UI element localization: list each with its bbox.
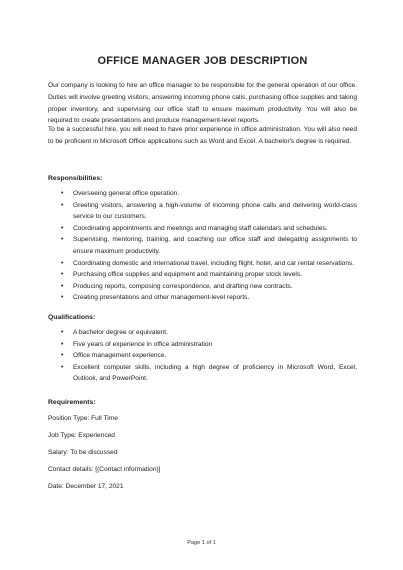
list-item: • Five years of experience in office administration (48, 339, 357, 351)
job-type: Job Type: Experienced (48, 432, 115, 439)
bullet-icon: • (61, 352, 64, 360)
bullet-icon: • (61, 259, 64, 267)
list-item: • Supervising, mentoring, training, and coaching our office staff and delegating assignments to ensure maximum productivity. (61, 236, 357, 255)
intro-paragraph-2: To be a successful hire, you will need to have prior experience in office administration. You will also need to be proficient in Microsoft Office applications such as Word and Excel. A bachelor's degree is required. (48, 126, 357, 145)
list-item: • Overseeing general office operation. (48, 188, 357, 200)
list-item: • Excellent computer skills, including a high degree of proficiency in Microsoft Word, Excel, Outlook, and PowerPoint. (61, 363, 357, 383)
list-item: • A bachelor degree or equivalent. (48, 327, 357, 339)
list-item: • Coordinating appointments and meetings and managing staff calendars and schedules. (48, 223, 357, 235)
bullet-icon: • (61, 236, 64, 244)
qualifications-heading: Qualifications: (48, 314, 96, 321)
salary: Salary: To be discussed (48, 449, 118, 456)
contact-details: Contact details: [(Contact information)] (48, 466, 161, 473)
bullet-icon: • (61, 363, 64, 371)
responsibilities-list (48, 188, 357, 304)
bullet-icon: • (61, 271, 64, 279)
position-type: Position Type: Full Time (48, 415, 118, 422)
document-title: OFFICE MANAGER JOB DESCRIPTION (97, 55, 308, 67)
page-number: Page 1 of 1 (187, 540, 216, 546)
responsibilities-heading: Responsibilities: (48, 175, 103, 182)
list-item: • Office management experience. (48, 350, 357, 362)
bullet-icon: • (61, 201, 64, 209)
date: Date: December 17, 2021 (48, 483, 124, 490)
bullet-icon: • (61, 190, 64, 197)
list-item: • Creating presentations and other management-level reports. (48, 292, 357, 304)
bullet-icon: • (61, 294, 64, 302)
bullet-icon: • (61, 282, 64, 290)
bullet-icon: • (61, 224, 64, 232)
requirements-heading: Requirements: (48, 399, 96, 406)
bullet-icon: • (61, 340, 64, 348)
bullet-icon: • (61, 329, 64, 336)
list-item: • Producing reports, composing correspondence, and drafting new contracts. (48, 281, 357, 293)
list-item: • Purchasing office supplies and equipment and maintaining proper stock levels. (48, 269, 357, 281)
list-item: • Coordinating domestic and international travel, including flight, hotel, and car rental reservations. (48, 258, 357, 270)
intro-paragraph-1: Our company is looking to hire an office manager to be responsible for the general operation of our office. Duties will involve greeting visitors, answering incoming phone calls, purchasing office supplies and taking proper inventory, and supervising our office staff to ensure maximum productivity. You will also be required to create presentations and produce management-level reports. (48, 82, 357, 125)
list-item: • Greeting visitors, answering a high-volume of incoming phone calls and delivering world-class service to our customers. (61, 201, 357, 221)
qualifications-list (48, 327, 357, 385)
